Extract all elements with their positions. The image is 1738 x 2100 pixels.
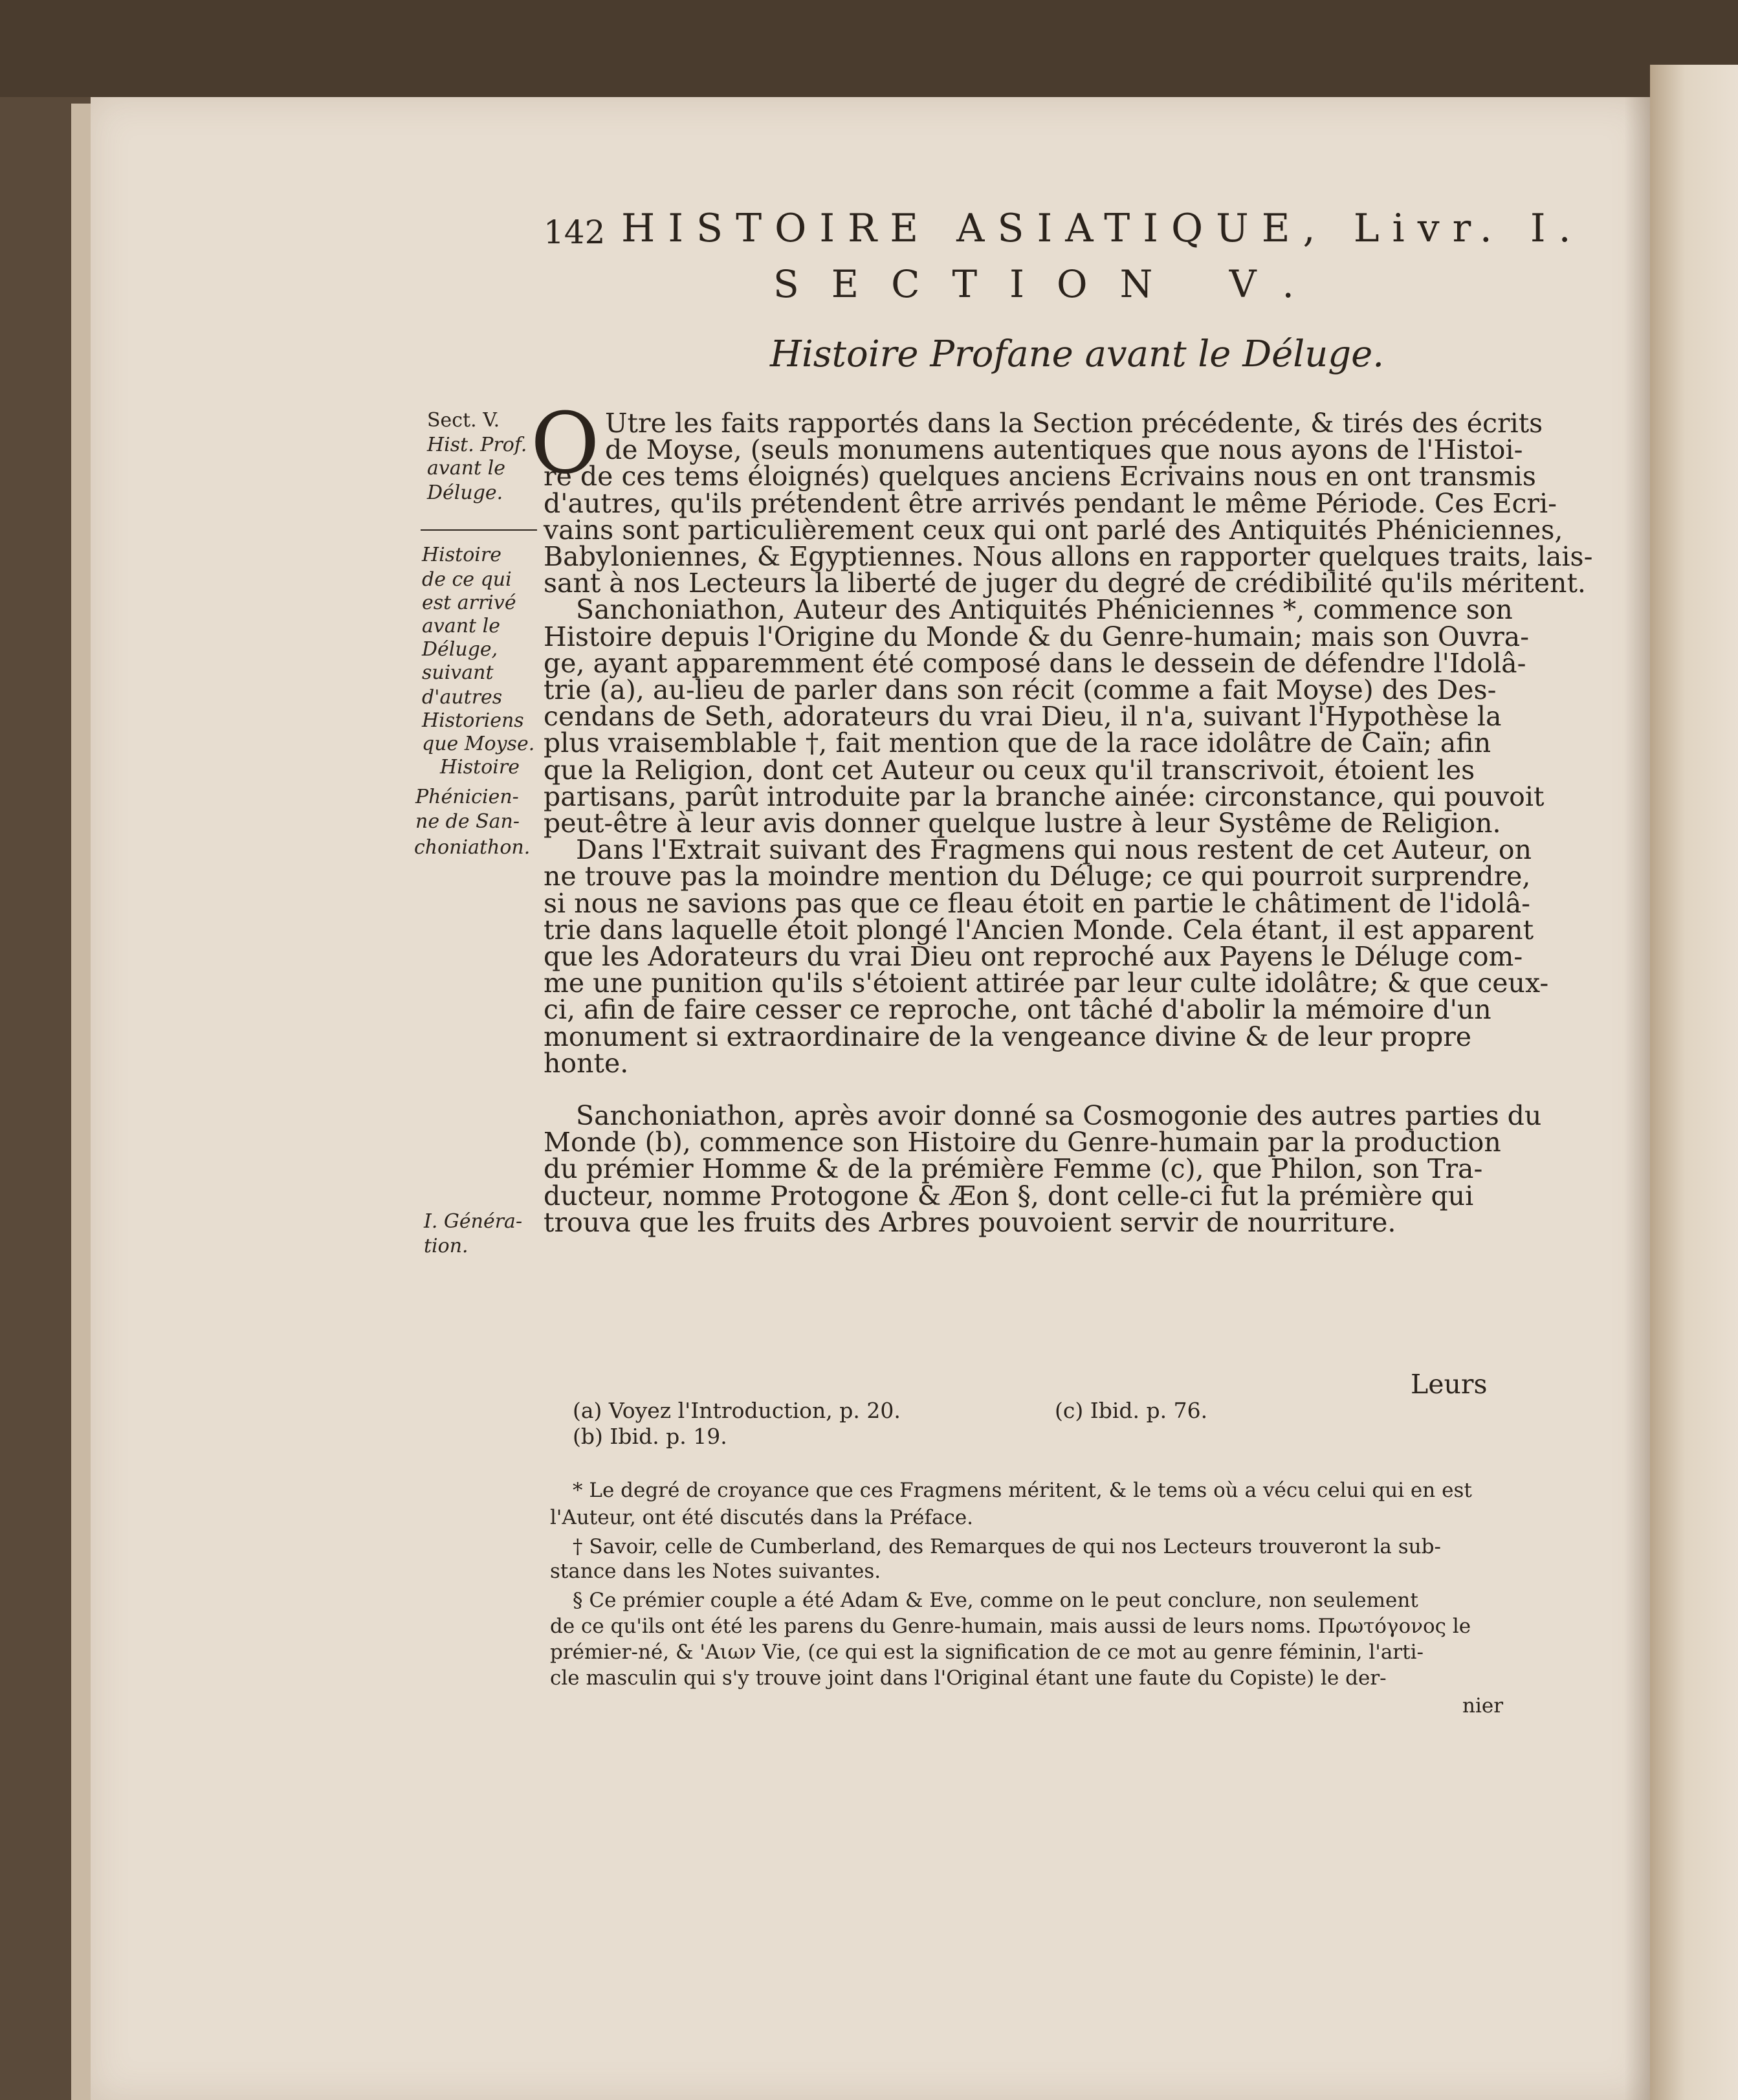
body-line: trie dans laquelle étoit plongé l'Ancien Monde. Cela étant, il est apparent [544,914,1534,945]
body-line: partisans, parût introduite par la branche ainée: circonstance, qui pouvoit [544,781,1545,812]
body-line: honte. [544,1048,629,1079]
margin-note-line: Phénicien- [415,786,519,808]
margin-note-line: I. Généra- [424,1210,523,1233]
margin-note-line: avant le [422,615,500,637]
margin-note-line: Hist. Prof. [427,434,527,456]
margin-note-line: Déluge, [422,638,498,661]
footnote-line: prémier-né, & 'Αιων Vie, (ce qui est la signification de ce mot au genre féminin, l'arti- [550,1641,1424,1664]
footnote-line: § Ce prémier couple a été Adam & Eve, comme on le peut conclure, non seulement [573,1589,1418,1612]
margin-note-line: d'autres [422,686,503,709]
margin-note-line: Histoire [422,544,501,566]
body-line: trouva que les fruits des Arbres pouvoient servir de nourriture. [544,1207,1396,1238]
reference-b: (b) Ibid. p. 19. [573,1424,727,1449]
margin-note-line: ne de San- [415,810,520,833]
book-page [91,97,1650,2100]
footnote-line: cle masculin qui s'y trouve joint dans l'Original étant une faute du Copiste) le der- [550,1666,1387,1690]
margin-note-line: Histoire [440,756,520,779]
page-number: 142 [544,214,606,251]
body-line: Dans l'Extrait suivant des Fragmens qui nous restent de cet Auteur, on [576,834,1532,865]
margin-note-line: suivant [422,661,494,684]
running-title: HISTOIRE ASIATIQUE, Livr. I. [621,206,1584,251]
margin-note-line: que Moyse. [422,733,535,755]
footnote-line: stance dans les Notes suivantes. [550,1560,881,1583]
body-line: que les Adorateurs du vrai Dieu ont reproché aux Payens le Déluge com- [544,941,1523,972]
body-line: ne trouve pas la moindre mention du Déluge; ce qui pourroit surprendre, [544,861,1531,892]
body-line: Sanchoniathon, après avoir donné sa Cosmogonie des autres parties du [576,1100,1542,1131]
footnote-line: * Le degré de croyance que ces Fragmens méritent, & le tems où a vécu celui qui en est [573,1479,1472,1502]
body-line: monument si extraordinaire de la vengeance divine & de leur propre [544,1021,1472,1052]
body-line: ci, afin de faire cesser ce reproche, ont tâché d'abolir la mémoire d'un [544,994,1491,1025]
footnote-line: l'Auteur, ont été discutés dans la Préface. [550,1506,974,1529]
footnote-line: de ce qu'ils ont été les parens du Genre-humain, mais aussi de leurs noms. Πρωτόγονος le [550,1615,1471,1638]
body-line: du prémier Homme & de la prémière Femme (c), que Philon, son Tra- [544,1153,1483,1184]
body-line: de Moyse, (seuls monumens autentiques que nous ayons de l'Histoi- [605,434,1523,465]
body-line: Histoire depuis l'Origine du Monde & du Genre-humain; mais son Ouvra- [544,621,1530,652]
facing-page-edge [1650,65,1738,2100]
body-line: cendans de Seth, adorateurs du vrai Dieu, il n'a, suivant l'Hypothèse la [544,701,1502,732]
margin-note-line: avant le [427,457,505,480]
body-line: Babyloniennes, & Egyptiennes. Nous allons en rapporter quelques traits, lais- [544,541,1593,572]
catchword: Leurs [1411,1369,1488,1400]
body-line: peut-être à leur avis donner quelque lustre à leur Systême de Religion. [544,808,1501,839]
body-line: re de ces tems éloignés) quelques anciens Ecrivains nous en ont transmis [544,461,1536,492]
margin-note-line: de ce qui [422,568,512,591]
reference-a: (a) Voyez l'Introduction, p. 20. [573,1398,901,1423]
body-line: vains sont particulièrement ceux qui ont parlé des Antiquités Phéniciennes, [544,514,1563,546]
body-line: d'autres, qu'ils prétendent être arrivés pendant le même Période. Ces Ecri- [544,488,1557,519]
body-line: Sanchoniathon, Auteur des Antiquités Phéniciennes *, commence son [576,594,1513,625]
margin-rule [421,529,537,531]
margin-note-line: Déluge. [427,481,503,504]
body-line: que la Religion, dont cet Auteur ou ceux qu'il transcrivoit, étoient les [544,755,1475,786]
section-subtitle: Histoire Profane avant le Déluge. [770,333,1385,375]
body-line: si nous ne savions pas que ce fleau étoit en partie le châtiment de l'idolâ- [544,888,1531,919]
body-line: Monde (b), commence son Histoire du Genre-humain par la production [544,1127,1501,1158]
body-line: plus vraisemblable †, fait mention que de la race idolâtre de Caïn; afin [544,727,1491,758]
body-line: ge, ayant apparemment été composé dans le dessein de défendre l'Idolâ- [544,648,1526,679]
scan-background [0,0,1738,97]
body-line: me une punition qu'ils s'étoient attirée par leur culte idolâtre; & que ceux- [544,967,1549,999]
margin-note-line: choniathon. [414,836,531,859]
body-line: trie (a), au-lieu de parler dans son récit (comme a fait Moyse) des Des- [544,674,1497,705]
margin-note-line: Sect. V. [427,409,500,432]
margin-note-line: est arrivé [422,591,516,614]
margin-note-line: Historiens [422,709,524,732]
body-line: ducteur, nomme Protogone & Æon §, dont celle-ci fut la prémière qui [544,1180,1474,1211]
margin-note-line: tion. [424,1235,468,1257]
footnote-line: † Savoir, celle de Cumberland, des Remarques de qui nos Lecteurs trouveront la sub- [573,1535,1441,1558]
body-line: sant à nos Lecteurs la liberté de juger du degré de crédibilité qu'ils méritent. [544,568,1586,599]
drop-cap: O [531,394,600,492]
footnote-line: nier [1462,1694,1504,1718]
reference-c: (c) Ibid. p. 76. [1055,1398,1208,1423]
section-title: SECTION V. [773,262,1326,306]
body-line: Utre les faits rapportés dans la Section précédente, & tirés des écrits [605,408,1543,439]
